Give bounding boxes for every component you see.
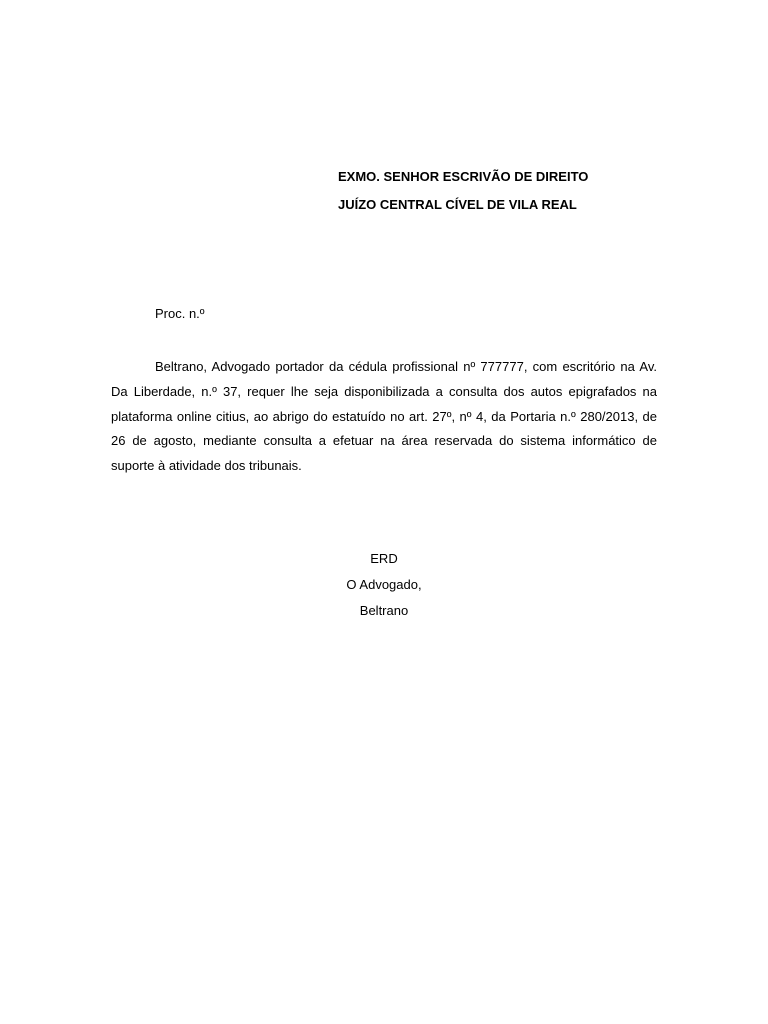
- process-reference: Proc. n.º: [155, 306, 205, 321]
- closing-role: O Advogado,: [346, 577, 422, 592]
- closing-name: Beltrano: [359, 603, 409, 618]
- request-paragraph: Beltrano, Advogado portador da cédula profissional nº 777777, com escritório na Av. Da Liberdade, n.º 37, requer lhe seja disponibilizada a consulta dos autos epigrafados na plataforma online citius, ao abrigo do estatuído no art. 27º, nº 4, da Portaria n.º 280/2013, de 26 de agosto, mediante consulta a efetuar na área reservada do sistema informático de suporte à atividade dos tribunais.: [111, 359, 657, 474]
- closing-erd: ERD: [370, 551, 398, 566]
- signature-block: [284, 546, 484, 624]
- addressee-line-2: JUÍZO CENTRAL CÍVEL DE VILA REAL: [338, 197, 577, 212]
- addressee-line-1: EXMO. SENHOR ESCRIVÃO DE DIREITO: [338, 169, 589, 184]
- addressee-block: [338, 166, 588, 215]
